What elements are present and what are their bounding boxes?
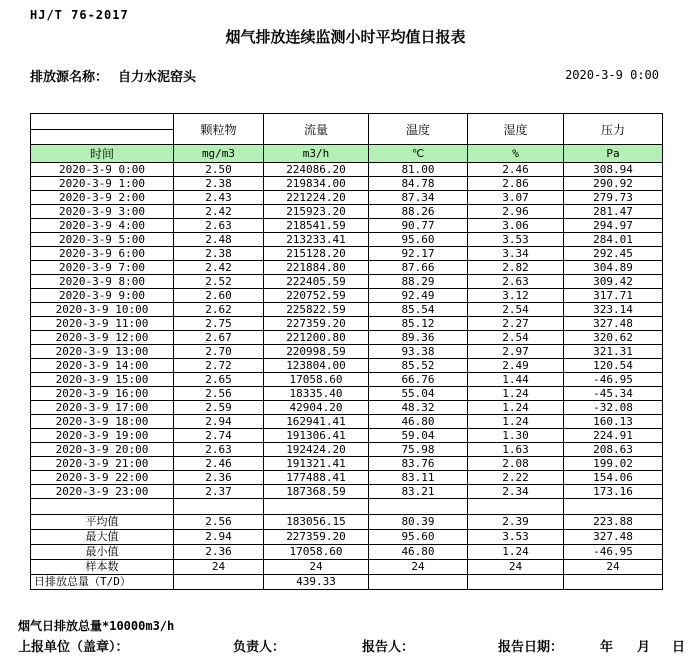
value-cell: 2.37 [174,485,264,499]
value-cell: 3.12 [468,289,564,303]
value-cell: 1.24 [468,415,564,429]
empty-cell [31,499,174,515]
value-cell: 2.75 [174,317,264,331]
value-cell: 160.13 [564,415,663,429]
value-cell: 120.54 [564,359,663,373]
value-cell: 75.98 [369,443,468,457]
table-row [31,303,663,317]
value-cell: 1.24 [468,401,564,415]
value-cell: 2.52 [174,275,264,289]
table-row [31,177,663,191]
value-cell: 2.46 [468,163,564,177]
table-row [31,261,663,275]
value-cell: 2.67 [174,331,264,345]
value-cell: 177488.41 [264,471,369,485]
time-cell: 2020-3-9 13:00 [31,345,174,359]
column-header-pm: 颗粒物 [174,114,264,145]
table-row [31,331,663,345]
summary-value-cell: 95.60 [369,530,468,545]
summary-label: 样本数 [31,560,174,575]
table-row [31,387,663,401]
summary-row [31,530,663,545]
value-cell: 84.78 [369,177,468,191]
doc-code: HJ/T 76-2017 [30,8,129,22]
time-cell: 2020-3-9 19:00 [31,429,174,443]
empty-spacer-row [31,499,663,515]
year-label: 年 [600,640,614,655]
value-cell: 227359.20 [264,317,369,331]
summary-value-cell: 1.24 [468,545,564,560]
value-cell: 221884.80 [264,261,369,275]
value-cell: 83.21 [369,485,468,499]
value-cell: 83.76 [369,457,468,471]
value-cell: 46.80 [369,415,468,429]
table-row [31,485,663,499]
value-cell: 284.01 [564,233,663,247]
value-cell: 3.53 [468,233,564,247]
value-cell: 2.42 [174,261,264,275]
value-cell: 55.04 [369,387,468,401]
time-cell: 2020-3-9 15:00 [31,373,174,387]
summary-value-cell: -46.95 [564,545,663,560]
value-cell: 2.42 [174,205,264,219]
summary-value-cell: 24 [468,560,564,575]
empty-cell [264,499,369,515]
value-cell: 281.47 [564,205,663,219]
time-cell: 2020-3-9 9:00 [31,289,174,303]
table-row [31,471,663,485]
value-cell: 219834.00 [264,177,369,191]
value-cell: 292.45 [564,247,663,261]
value-cell: 95.60 [369,233,468,247]
summary-label: 平均值 [31,515,174,530]
manager-label: 负责人： [233,640,286,655]
empty-cell [564,499,663,515]
summary-value-cell: 17058.60 [264,545,369,560]
signature-line [0,636,691,655]
value-cell: 154.06 [564,471,663,485]
value-cell: 309.42 [564,275,663,289]
summary-label: 日排放总量（T/D） [31,575,174,590]
value-cell: 2.59 [174,401,264,415]
unit-humidity: % [468,145,564,163]
value-cell: 2.54 [468,303,564,317]
value-cell: 2.97 [468,345,564,359]
value-cell: 173.16 [564,485,663,499]
table-row [31,275,663,289]
time-cell: 2020-3-9 18:00 [31,415,174,429]
summary-value-cell: 327.48 [564,530,663,545]
table-row [31,317,663,331]
time-cell: 2020-3-9 4:00 [31,219,174,233]
summary-value-cell: 24 [369,560,468,575]
summary-row [31,515,663,530]
source-name-label: 排放源名称： [30,70,109,85]
value-cell: 2.50 [174,163,264,177]
value-cell: 2.56 [174,387,264,401]
report-datetime: 2020-3-9 0:00 [565,68,659,82]
time-cell: 2020-3-9 14:00 [31,359,174,373]
summary-value-cell: 223.88 [564,515,663,530]
table-row [31,205,663,219]
table-row [31,219,663,233]
value-cell: 1.24 [468,387,564,401]
value-cell: 224.91 [564,429,663,443]
summary-value-cell: 439.33 [264,575,369,590]
value-cell: 323.14 [564,303,663,317]
summary-value-cell: 3.53 [468,530,564,545]
value-cell: 327.48 [564,317,663,331]
value-cell: 2.70 [174,345,264,359]
value-cell: 2.49 [468,359,564,373]
summary-value-cell: 2.39 [468,515,564,530]
summary-value-cell: 183056.15 [264,515,369,530]
value-cell: 2.38 [174,247,264,261]
summary-value-cell: 24 [564,560,663,575]
summary-value-cell: 227359.20 [264,530,369,545]
value-cell: 222405.59 [264,275,369,289]
value-cell: 191306.41 [264,429,369,443]
value-cell: -46.95 [564,373,663,387]
value-cell: 48.32 [369,401,468,415]
value-cell: 215923.20 [264,205,369,219]
value-cell: 221224.20 [264,191,369,205]
value-cell: 87.34 [369,191,468,205]
table-row [31,443,663,457]
value-cell: 191321.41 [264,457,369,471]
time-cell: 2020-3-9 20:00 [31,443,174,457]
header-row-top [31,114,663,130]
summary-value-cell: 2.56 [174,515,264,530]
monitoring-table [30,113,663,590]
value-cell: 3.34 [468,247,564,261]
column-header-pressure: 压力 [564,114,663,145]
unit-row [31,145,663,163]
summary-value-cell: 24 [174,560,264,575]
summary-value-cell [174,575,264,590]
value-cell: 2.48 [174,233,264,247]
table-head [31,114,663,163]
value-cell: 17058.60 [264,373,369,387]
table-row [31,373,663,387]
unit-pressure: Pa [564,145,663,163]
table-row [31,429,663,443]
value-cell: 85.12 [369,317,468,331]
summary-value-cell: 80.39 [369,515,468,530]
value-cell: 218541.59 [264,219,369,233]
time-cell: 2020-3-9 21:00 [31,457,174,471]
value-cell: 2.63 [468,275,564,289]
unit-flow: m3/h [264,145,369,163]
value-cell: 92.17 [369,247,468,261]
time-cell: 2020-3-9 8:00 [31,275,174,289]
table-row [31,191,663,205]
value-cell: 93.38 [369,345,468,359]
value-cell: 1.44 [468,373,564,387]
time-cell: 2020-3-9 17:00 [31,401,174,415]
table-row [31,233,663,247]
summary-value-cell: 24 [264,560,369,575]
summary-row [31,545,663,560]
time-cell: 2020-3-9 23:00 [31,485,174,499]
value-cell: 221200.80 [264,331,369,345]
value-cell: 89.36 [369,331,468,345]
time-cell: 2020-3-9 12:00 [31,331,174,345]
value-cell: -32.08 [564,401,663,415]
summary-value-cell: 46.80 [369,545,468,560]
time-cell: 2020-3-9 5:00 [31,233,174,247]
value-cell: 2.63 [174,443,264,457]
value-cell: 88.29 [369,275,468,289]
table-row [31,457,663,471]
value-cell: 92.49 [369,289,468,303]
column-header-temp: 温度 [369,114,468,145]
value-cell: 304.89 [564,261,663,275]
value-cell: 1.63 [468,443,564,457]
value-cell: 213233.41 [264,233,369,247]
column-header-humidity: 湿度 [468,114,564,145]
value-cell: 162941.41 [264,415,369,429]
time-cell: 2020-3-9 7:00 [31,261,174,275]
time-cell: 2020-3-9 11:00 [31,317,174,331]
report-unit-label: 上报单位（盖章）： [18,640,129,655]
summary-label: 最大值 [31,530,174,545]
value-cell: 2.27 [468,317,564,331]
emission-source-line [30,66,196,85]
value-cell: 90.77 [369,219,468,233]
value-cell: 2.94 [174,415,264,429]
value-cell: 290.92 [564,177,663,191]
time-cell: 2020-3-9 10:00 [31,303,174,317]
value-cell: 59.04 [369,429,468,443]
empty-cell [174,499,264,515]
value-cell: 2.54 [468,331,564,345]
value-cell: 18335.40 [264,387,369,401]
time-cell: 2020-3-9 1:00 [31,177,174,191]
summary-value-cell: 2.94 [174,530,264,545]
value-cell: 308.94 [564,163,663,177]
value-cell: 220752.59 [264,289,369,303]
reporter-label: 报告人： [362,640,415,655]
page-title: 烟气排放连续监测小时平均值日报表 [225,28,466,46]
summary-label: 最小值 [31,545,174,560]
value-cell: 2.74 [174,429,264,443]
value-cell: 2.96 [468,205,564,219]
value-cell: 85.54 [369,303,468,317]
value-cell: 42904.20 [264,401,369,415]
summary-value-cell [564,575,663,590]
value-cell: 2.72 [174,359,264,373]
value-cell: 1.30 [468,429,564,443]
value-cell: 3.06 [468,219,564,233]
empty-cell [369,499,468,515]
table-body [31,163,663,499]
value-cell: -45.34 [564,387,663,401]
value-cell: 321.31 [564,345,663,359]
footer-note: 烟气日排放总量*10000m3/h [18,619,175,633]
value-cell: 2.34 [468,485,564,499]
value-cell: 320.62 [564,331,663,345]
time-column-header: 时间 [31,145,174,163]
value-cell: 2.65 [174,373,264,387]
empty-cell [468,499,564,515]
summary-value-cell [369,575,468,590]
corner-cell-bottom [31,129,174,145]
value-cell: 2.43 [174,191,264,205]
value-cell: 2.22 [468,471,564,485]
table-row [31,415,663,429]
value-cell: 85.52 [369,359,468,373]
value-cell: 224086.20 [264,163,369,177]
summary-value-cell [468,575,564,590]
value-cell: 215128.20 [264,247,369,261]
table-row [31,401,663,415]
summary-value-cell: 2.36 [174,545,264,560]
table-row [31,247,663,261]
time-cell: 2020-3-9 3:00 [31,205,174,219]
value-cell: 225822.59 [264,303,369,317]
value-cell: 199.02 [564,457,663,471]
value-cell: 2.46 [174,457,264,471]
value-cell: 66.76 [369,373,468,387]
month-label: 月 [637,640,651,655]
value-cell: 3.07 [468,191,564,205]
value-cell: 123804.00 [264,359,369,373]
value-cell: 2.63 [174,219,264,233]
unit-pm: mg/m3 [174,145,264,163]
time-cell: 2020-3-9 16:00 [31,387,174,401]
value-cell: 87.66 [369,261,468,275]
corner-cell-top [31,114,174,130]
time-cell: 2020-3-9 6:00 [31,247,174,261]
value-cell: 208.63 [564,443,663,457]
table-summary [31,499,663,590]
time-cell: 2020-3-9 22:00 [31,471,174,485]
value-cell: 2.82 [468,261,564,275]
value-cell: 317.71 [564,289,663,303]
summary-row [31,575,663,590]
value-cell: 83.11 [369,471,468,485]
value-cell: 2.86 [468,177,564,191]
value-cell: 2.08 [468,457,564,471]
value-cell: 192424.20 [264,443,369,457]
report-date-label: 报告日期： [498,640,564,655]
table-row [31,289,663,303]
value-cell: 279.73 [564,191,663,205]
value-cell: 2.62 [174,303,264,317]
summary-row [31,560,663,575]
unit-temp: ℃ [369,145,468,163]
value-cell: 294.97 [564,219,663,233]
day-label: 日 [672,640,686,655]
value-cell: 2.38 [174,177,264,191]
time-cell: 2020-3-9 0:00 [31,163,174,177]
table-row [31,359,663,373]
value-cell: 81.00 [369,163,468,177]
column-header-flow: 流量 [264,114,369,145]
value-cell: 220998.59 [264,345,369,359]
table-row [31,345,663,359]
value-cell: 187368.59 [264,485,369,499]
value-cell: 2.60 [174,289,264,303]
time-cell: 2020-3-9 2:00 [31,191,174,205]
value-cell: 2.36 [174,471,264,485]
source-name-value: 自力水泥窑头 [118,70,197,85]
value-cell: 88.26 [369,205,468,219]
table-row [31,163,663,177]
